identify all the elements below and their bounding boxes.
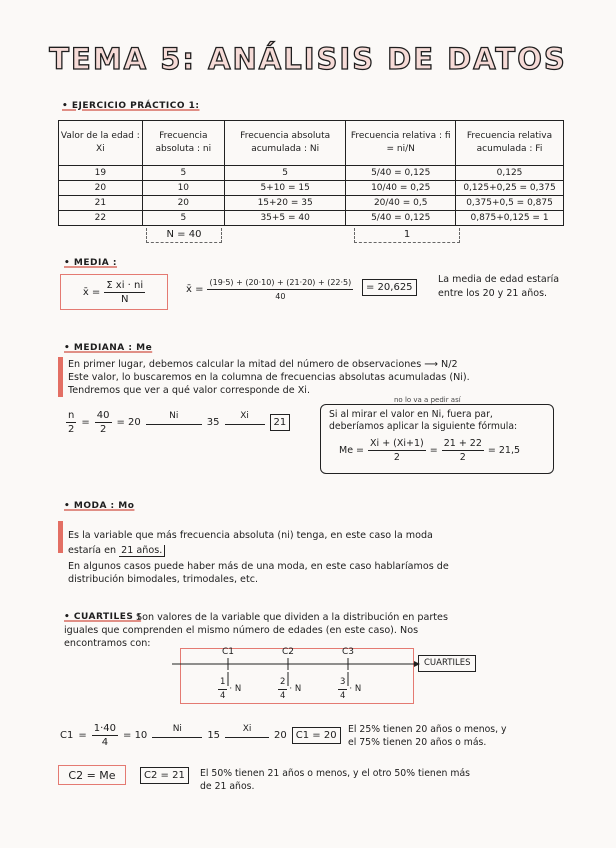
q3-suffix: · N — [349, 684, 362, 694]
me-values-denominator: 2 — [459, 452, 466, 463]
mediana-result: 21 — [270, 414, 291, 431]
arrow-xi — [225, 410, 265, 430]
total-n: N = 40 — [146, 228, 222, 243]
mediana-line: Este valor, lo buscaremos en la columna de frecuencias absolutas acumuladas (Ni). — [68, 372, 470, 383]
table-cell: 0,125 — [456, 166, 564, 181]
table-cell: 20/40 = 0,5 — [346, 196, 456, 211]
q2-suffix: · N — [289, 684, 302, 694]
media-formula-denominator: N — [121, 293, 129, 305]
mediana-n-denominator: 2 — [68, 424, 75, 435]
c2-note-line: El 50% tienen 21 años o menos, y el otro 50% tienen más — [200, 768, 470, 779]
table-row — [59, 211, 564, 226]
cuartiles-line: iguales que comprenden el mismo número de edades (en este caso). Nos — [64, 625, 419, 636]
arrow-ni — [146, 410, 202, 430]
q2-den: 4 — [280, 691, 286, 701]
table-cell: 20 — [59, 181, 143, 196]
equals-sign: = — [78, 730, 87, 741]
arrow-xi-label: Xi — [240, 410, 249, 421]
table-cell: 5 — [142, 211, 224, 226]
table-header-row — [59, 121, 564, 166]
moda-line: Es la variable que más frecuencia absoluta (ni) tenga, en este caso la moda — [68, 530, 433, 541]
media-result: = 20,625 — [362, 279, 417, 296]
arrow-line — [146, 424, 202, 425]
moda-text — [68, 529, 588, 586]
c1-arrow-xi — [225, 723, 269, 743]
column-header: Frecuencia absoluta acumulada : Ni — [224, 121, 345, 166]
table-cell: 19 — [59, 166, 143, 181]
table-cell: 5 — [224, 166, 345, 181]
mediana-line: En primer lugar, debemos calcular la mitad del número de observaciones ⟶ N/2 — [68, 359, 458, 370]
c1-arrow-ni-label: Ni — [172, 723, 182, 734]
q3-label: C3 — [342, 647, 355, 657]
mediana-text — [68, 358, 588, 397]
q1-den: 4 — [220, 691, 226, 701]
c1-denominator: 4 — [101, 737, 109, 748]
c2-note-line: de 21 años. — [200, 781, 255, 792]
arrow-line — [225, 737, 269, 738]
media-note: La media de edad estaría entre los 20 y 21 años. — [438, 274, 560, 299]
mediana-even-box — [320, 404, 554, 474]
q1-num: 1 — [218, 676, 227, 690]
mediana-heading: • MEDIANA : Me — [64, 343, 153, 353]
media-formula-lhs: x̄ = — [82, 286, 101, 298]
c1-symbol: C1 — [60, 730, 74, 741]
exercise-heading: • EJERCICIO PRÁCTICO 1: — [62, 101, 200, 111]
c1-note — [348, 723, 507, 749]
moda-accent-bar — [58, 521, 63, 553]
table-row — [59, 166, 564, 181]
me-formula-denominator: 2 — [393, 452, 400, 463]
mediana-half-value: = 20 — [116, 417, 141, 428]
mediana-40-numerator: 40 — [96, 410, 110, 421]
q1-fraction — [218, 676, 241, 703]
equals-sign: = — [81, 417, 90, 428]
cuartiles-heading: • CUARTILES : — [64, 612, 142, 622]
table-cell: 10/40 = 0,25 — [346, 181, 456, 196]
q3-fraction — [338, 676, 361, 703]
media-calc-lhs: x̄ = — [186, 284, 204, 295]
table-cell: 35+5 = 40 — [224, 211, 345, 226]
media-heading: • MEDIA : — [64, 258, 118, 268]
me-values-numerator: 21 + 22 — [443, 438, 482, 449]
c1-arrow-xi-label: Xi — [242, 723, 252, 734]
frequency-table — [58, 120, 564, 226]
mediana-n-numerator: n — [66, 409, 76, 423]
mediana-40-denominator: 2 — [99, 424, 107, 435]
arrow-line — [225, 424, 265, 425]
table-cell: 21 — [59, 196, 143, 211]
arrow-line — [152, 737, 202, 738]
media-formula-box — [60, 274, 168, 310]
table-cell: 5+10 = 15 — [224, 181, 345, 196]
c2-result: C2 = 21 — [140, 767, 189, 784]
mediana-aside: no lo va a pedir así — [394, 396, 461, 404]
q2-num: 2 — [278, 676, 287, 690]
cuartiles-tag: CUARTILES — [418, 655, 476, 672]
table-row — [59, 196, 564, 211]
moda-line: distribución bimodales, trimodales, etc. — [68, 574, 259, 585]
column-header: Frecuencia relativa acumulada : Fi — [456, 121, 564, 166]
mediana-accent-bar — [58, 357, 63, 397]
me-result: = 21,5 — [487, 445, 521, 456]
table-cell: 5/40 = 0,125 — [346, 211, 456, 226]
cuartiles-line: encontramos con: — [64, 638, 151, 649]
moda-line — [68, 544, 588, 557]
table-cell: 0,875+0,125 = 1 — [456, 211, 564, 226]
q1-label: C1 — [222, 647, 235, 657]
mediana-even-text: Si al mirar el valor en Ni, fuera par, deberíamos aplicar la siguiente fórmula: — [329, 409, 518, 432]
c1-result: C1 = 20 — [292, 727, 341, 744]
table-cell: 22 — [59, 211, 143, 226]
table-cell: 0,375+0,5 = 0,875 — [456, 196, 564, 211]
page-title: TEMA 5: ANÁLISIS DE DATOS — [49, 42, 567, 76]
q2-fraction — [278, 676, 301, 703]
c1-value-20: 20 — [274, 730, 287, 741]
c1-note-line: el 75% tienen 20 años o más. — [348, 737, 487, 748]
c2-me-box: C2 = Me — [58, 765, 126, 785]
media-calc-numerator: (19·5) + (20·10) + (21·20) + (22·5) — [207, 276, 353, 290]
table-cell: 20 — [142, 196, 224, 211]
mediana-value-35: 35 — [206, 417, 220, 428]
table-cell: 5 — [142, 166, 224, 181]
c1-arrow-ni — [152, 723, 202, 743]
column-header: Frecuencia relativa : fi = ni/N — [346, 121, 456, 166]
media-formula-numerator: Σ xi · ni — [106, 279, 144, 291]
me-formula-numerator: Xi + (Xi+1) — [370, 438, 424, 449]
cuartiles-line: Son valores de la variable que dividen a la distribución en partes — [136, 612, 448, 623]
table-cell: 0,125+0,25 = 0,375 — [456, 181, 564, 196]
table-cell: 10 — [142, 181, 224, 196]
mediana-line: Tendremos que ver a qué valor corresponde de Xi. — [68, 385, 310, 396]
c1-position: = 10 — [123, 730, 148, 741]
me-lhs: Me = — [339, 445, 365, 456]
q1-suffix: · N — [229, 684, 242, 694]
total-f: 1 — [354, 228, 460, 243]
arrow-ni-label: Ni — [169, 410, 179, 421]
column-header: Frecuencia absoluta : ni — [142, 121, 224, 166]
c1-calculation — [60, 722, 341, 749]
moda-value: 21 años. — [119, 545, 165, 557]
q2-label: C2 — [282, 647, 295, 657]
media-calculation — [186, 276, 353, 303]
c1-note-line: El 25% tienen 20 años o menos, y — [348, 724, 507, 735]
moda-heading: • MODA : Mo — [64, 501, 135, 511]
media-calc-denominator: 40 — [275, 292, 286, 301]
c2-note — [200, 767, 570, 793]
c1-numerator: 1·40 — [93, 723, 117, 734]
table-cell: 5/40 = 0,125 — [346, 166, 456, 181]
table-row — [59, 181, 564, 196]
q3-num: 3 — [338, 676, 347, 690]
column-header: Valor de la edad : Xi — [59, 121, 143, 166]
q3-den: 4 — [340, 691, 346, 701]
moda-line: En algunos casos puede haber más de una moda, en este caso hablaríamos de — [68, 561, 449, 572]
cuartiles-text — [136, 611, 576, 624]
moda-text-part: estaría en — [68, 545, 117, 556]
equals-sign: = — [429, 445, 438, 456]
mediana-calculation — [66, 409, 290, 436]
c1-value-15: 15 — [207, 730, 221, 741]
mediana-even-formula — [321, 437, 553, 464]
table-cell: 15+20 = 35 — [224, 196, 345, 211]
